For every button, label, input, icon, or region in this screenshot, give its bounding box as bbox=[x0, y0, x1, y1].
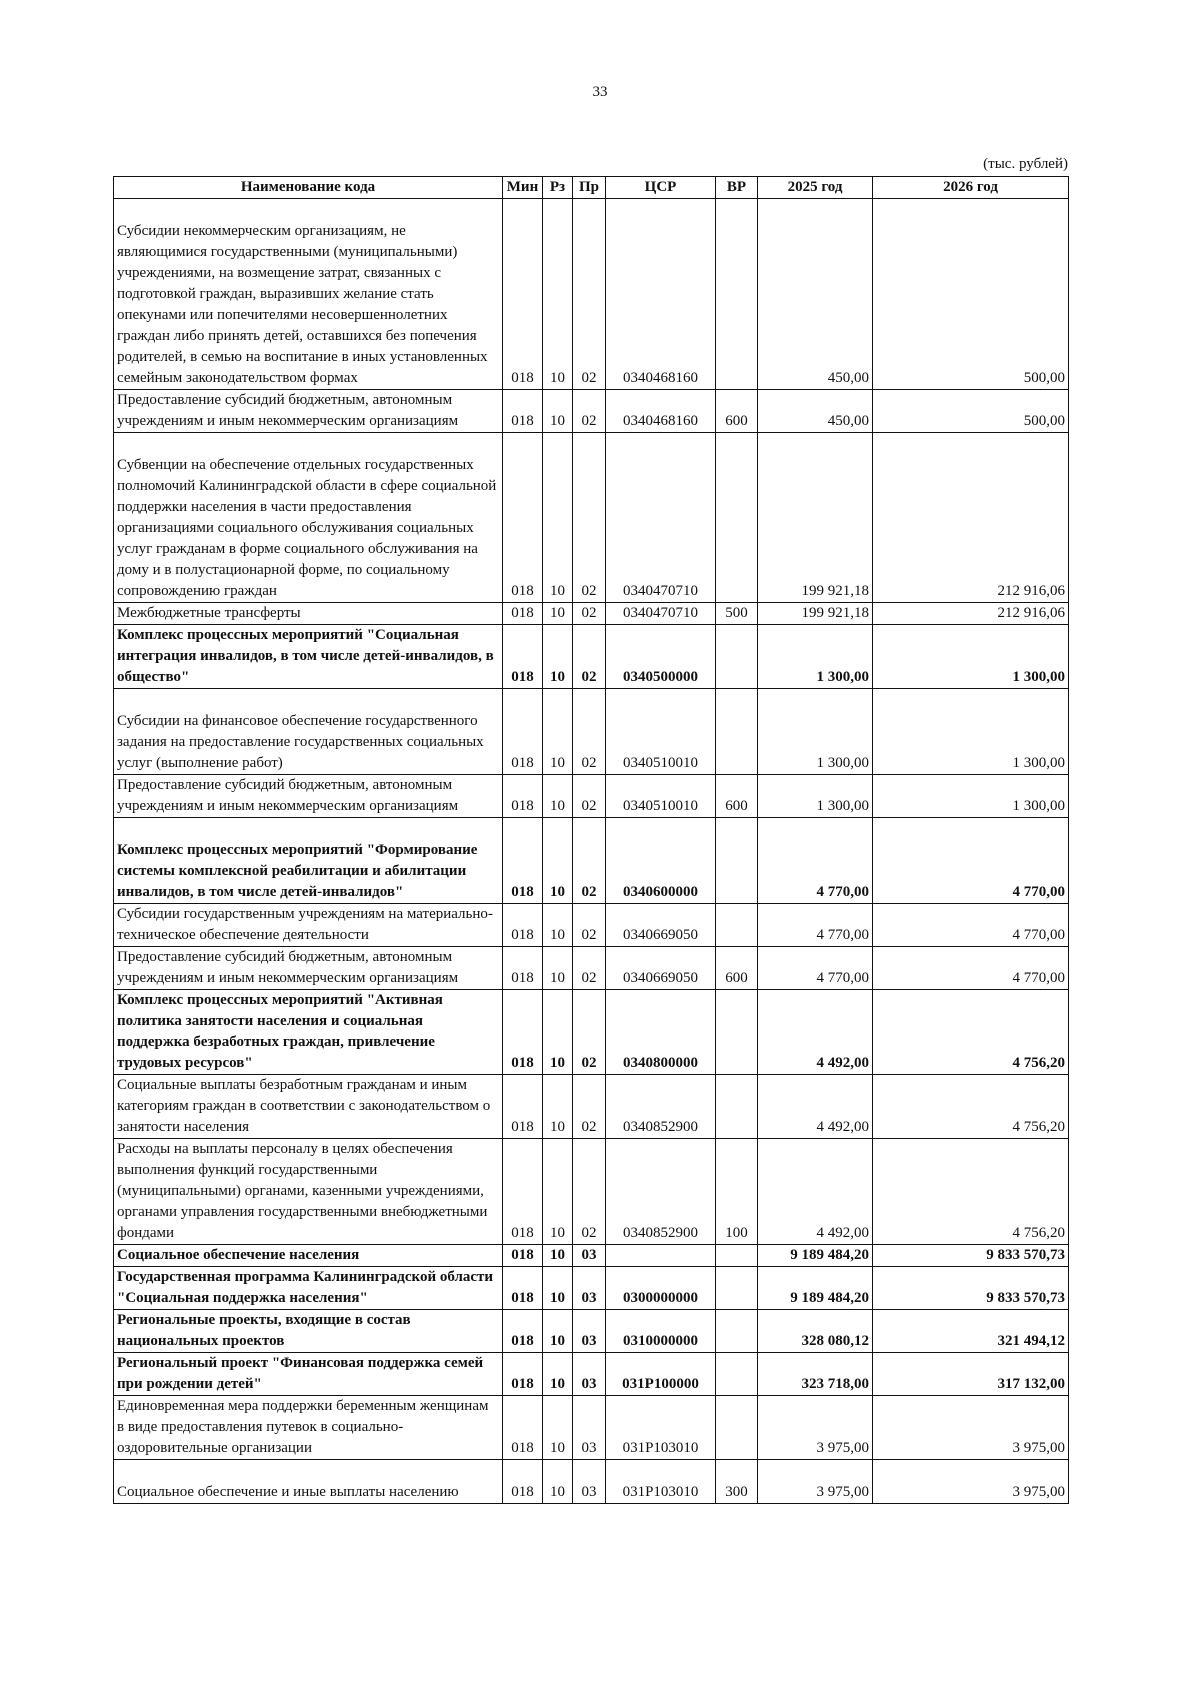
cell-2025: 450,00 bbox=[758, 199, 873, 390]
cell-rz: 10 bbox=[543, 1267, 573, 1310]
cell-csr: 0310000000 bbox=[606, 1310, 716, 1353]
page-number: 33 bbox=[592, 84, 608, 100]
cell-csr: 0340470710 bbox=[606, 603, 716, 625]
cell-2026: 3 975,00 bbox=[873, 1460, 1069, 1504]
header-2026: 2026 год bbox=[873, 177, 1069, 199]
cell-min: 018 bbox=[503, 1310, 543, 1353]
table-row bbox=[114, 1139, 1069, 1245]
cell-name: Региональный проект "Финансовая поддержка семей при рождении детей" bbox=[114, 1353, 503, 1396]
cell-rz: 10 bbox=[543, 990, 573, 1075]
cell-2025: 9 189 484,20 bbox=[758, 1267, 873, 1310]
header-2025: 2025 год bbox=[758, 177, 873, 199]
cell-2025: 1 300,00 bbox=[758, 775, 873, 818]
cell-vr bbox=[716, 1267, 758, 1310]
cell-vr bbox=[716, 625, 758, 689]
cell-rz: 10 bbox=[543, 1353, 573, 1396]
cell-2026: 500,00 bbox=[873, 199, 1069, 390]
cell-csr bbox=[606, 1245, 716, 1267]
cell-2025: 4 492,00 bbox=[758, 1139, 873, 1245]
cell-csr: 0340510010 bbox=[606, 689, 716, 775]
cell-name: Субвенции на обеспечение отдельных государственных полномочий Калининградской области в сфере социальной поддержки населения в части предоставления организациями социального обслуживания социальных услуг гражданам в форме социального обслуживания на дому и в полустационарной форме, по социальному сопровождению граждан bbox=[114, 433, 503, 603]
cell-rz: 10 bbox=[543, 947, 573, 990]
cell-pr: 02 bbox=[573, 625, 606, 689]
cell-vr bbox=[716, 433, 758, 603]
cell-2026: 212 916,06 bbox=[873, 603, 1069, 625]
cell-csr: 0340600000 bbox=[606, 818, 716, 904]
cell-name: Единовременная мера поддержки беременным женщинам в виде предоставления путевок в социально-оздоровительные организации bbox=[114, 1396, 503, 1460]
cell-2026: 4 770,00 bbox=[873, 818, 1069, 904]
cell-rz: 10 bbox=[543, 1075, 573, 1139]
cell-pr: 02 bbox=[573, 818, 606, 904]
cell-min: 018 bbox=[503, 689, 543, 775]
cell-vr bbox=[716, 990, 758, 1075]
cell-vr bbox=[716, 1310, 758, 1353]
header-csr: ЦСР bbox=[606, 177, 716, 199]
header-min: Мин bbox=[503, 177, 543, 199]
units-label: (тыс. рублей) bbox=[983, 156, 1068, 172]
cell-rz: 10 bbox=[543, 1245, 573, 1267]
table-row bbox=[114, 625, 1069, 689]
table-header-row bbox=[114, 177, 1069, 199]
cell-pr: 02 bbox=[573, 433, 606, 603]
cell-csr: 0340468160 bbox=[606, 199, 716, 390]
cell-name: Региональные проекты, входящие в состав национальных проектов bbox=[114, 1310, 503, 1353]
cell-min: 018 bbox=[503, 390, 543, 433]
cell-min: 018 bbox=[503, 775, 543, 818]
cell-name: Предоставление субсидий бюджетным, автономным учреждениям и иным некоммерческим организациям bbox=[114, 947, 503, 990]
cell-csr: 0340470710 bbox=[606, 433, 716, 603]
table-row bbox=[114, 1396, 1069, 1460]
table-row bbox=[114, 904, 1069, 947]
cell-vr bbox=[716, 1396, 758, 1460]
cell-vr bbox=[716, 818, 758, 904]
header-pr: Пр bbox=[573, 177, 606, 199]
cell-csr: 0340800000 bbox=[606, 990, 716, 1075]
cell-csr: 0300000000 bbox=[606, 1267, 716, 1310]
cell-name: Предоставление субсидий бюджетным, автономным учреждениям и иным некоммерческим организациям bbox=[114, 775, 503, 818]
cell-rz: 10 bbox=[543, 390, 573, 433]
cell-pr: 02 bbox=[573, 689, 606, 775]
cell-csr: 0340468160 bbox=[606, 390, 716, 433]
table-row bbox=[114, 775, 1069, 818]
table-body bbox=[114, 199, 1069, 1504]
cell-2026: 212 916,06 bbox=[873, 433, 1069, 603]
cell-2025: 3 975,00 bbox=[758, 1460, 873, 1504]
cell-rz: 10 bbox=[543, 775, 573, 818]
cell-rz: 10 bbox=[543, 904, 573, 947]
cell-2026: 1 300,00 bbox=[873, 775, 1069, 818]
cell-rz: 10 bbox=[543, 818, 573, 904]
cell-pr: 03 bbox=[573, 1353, 606, 1396]
cell-min: 018 bbox=[503, 1396, 543, 1460]
table-row bbox=[114, 1245, 1069, 1267]
cell-pr: 02 bbox=[573, 603, 606, 625]
cell-2025: 450,00 bbox=[758, 390, 873, 433]
cell-vr bbox=[716, 1353, 758, 1396]
cell-name: Расходы на выплаты персоналу в целях обеспечения выполнения функций государственными (муниципальными) органами, казенными учреждениями, органами управления государственными внебюджетными фондами bbox=[114, 1139, 503, 1245]
table-row bbox=[114, 1075, 1069, 1139]
cell-name: Субсидии на финансовое обеспечение государственного задания на предоставление государственных социальных услуг (выполнение работ) bbox=[114, 689, 503, 775]
cell-rz: 10 bbox=[543, 603, 573, 625]
cell-name: Социальные выплаты безработным гражданам и иным категориям граждан в соответствии с законодательством о занятости населения bbox=[114, 1075, 503, 1139]
cell-pr: 02 bbox=[573, 990, 606, 1075]
cell-rz: 10 bbox=[543, 1139, 573, 1245]
cell-pr: 02 bbox=[573, 199, 606, 390]
cell-vr: 500 bbox=[716, 603, 758, 625]
cell-2025: 4 492,00 bbox=[758, 1075, 873, 1139]
cell-vr bbox=[716, 1075, 758, 1139]
cell-2026: 4 756,20 bbox=[873, 1075, 1069, 1139]
cell-pr: 03 bbox=[573, 1310, 606, 1353]
cell-pr: 03 bbox=[573, 1245, 606, 1267]
cell-name: Государственная программа Калининградской области "Социальная поддержка населения" bbox=[114, 1267, 503, 1310]
cell-name: Предоставление субсидий бюджетным, автономным учреждениям и иным некоммерческим организациям bbox=[114, 390, 503, 433]
cell-2026: 4 756,20 bbox=[873, 1139, 1069, 1245]
cell-2026: 321 494,12 bbox=[873, 1310, 1069, 1353]
cell-pr: 02 bbox=[573, 775, 606, 818]
cell-pr: 02 bbox=[573, 1075, 606, 1139]
cell-2026: 4 770,00 bbox=[873, 904, 1069, 947]
table-row bbox=[114, 947, 1069, 990]
cell-csr: 031P103010 bbox=[606, 1396, 716, 1460]
cell-name: Субсидии некоммерческим организациям, не являющимися государственными (муниципальными) учреждениями, на возмещение затрат, связанных с подготовкой граждан, выразивших желание стать опекунами или попечителями несовершеннолетних граждан либо принять детей, оставшихся без попечения родителей, в семью на воспитание в иных установленных семейным законодательством формах bbox=[114, 199, 503, 390]
cell-min: 018 bbox=[503, 947, 543, 990]
cell-min: 018 bbox=[503, 1075, 543, 1139]
cell-rz: 10 bbox=[543, 689, 573, 775]
cell-csr: 0340852900 bbox=[606, 1075, 716, 1139]
cell-csr: 031P100000 bbox=[606, 1353, 716, 1396]
cell-2025: 3 975,00 bbox=[758, 1396, 873, 1460]
cell-min: 018 bbox=[503, 1460, 543, 1504]
cell-vr bbox=[716, 1245, 758, 1267]
cell-csr: 0340510010 bbox=[606, 775, 716, 818]
cell-min: 018 bbox=[503, 904, 543, 947]
cell-min: 018 bbox=[503, 990, 543, 1075]
cell-pr: 03 bbox=[573, 1267, 606, 1310]
cell-pr: 02 bbox=[573, 1139, 606, 1245]
cell-2025: 4 492,00 bbox=[758, 990, 873, 1075]
cell-2026: 4 770,00 bbox=[873, 947, 1069, 990]
table-row bbox=[114, 818, 1069, 904]
cell-name: Социальное обеспечение населения bbox=[114, 1245, 503, 1267]
cell-2025: 1 300,00 bbox=[758, 689, 873, 775]
cell-min: 018 bbox=[503, 818, 543, 904]
table-row bbox=[114, 1460, 1069, 1504]
cell-name: Комплекс процессных мероприятий "Социальная интеграция инвалидов, в том числе детей-инвалидов, в общество" bbox=[114, 625, 503, 689]
cell-csr: 031P103010 bbox=[606, 1460, 716, 1504]
cell-pr: 03 bbox=[573, 1396, 606, 1460]
cell-2025: 4 770,00 bbox=[758, 904, 873, 947]
cell-min: 018 bbox=[503, 1139, 543, 1245]
cell-rz: 10 bbox=[543, 1396, 573, 1460]
table-row bbox=[114, 390, 1069, 433]
cell-min: 018 bbox=[503, 1267, 543, 1310]
cell-vr: 100 bbox=[716, 1139, 758, 1245]
cell-min: 018 bbox=[503, 199, 543, 390]
cell-rz: 10 bbox=[543, 433, 573, 603]
cell-2026: 9 833 570,73 bbox=[873, 1245, 1069, 1267]
header-name: Наименование кода bbox=[114, 177, 503, 199]
cell-2025: 4 770,00 bbox=[758, 818, 873, 904]
cell-pr: 02 bbox=[573, 904, 606, 947]
cell-2026: 1 300,00 bbox=[873, 689, 1069, 775]
cell-2025: 199 921,18 bbox=[758, 603, 873, 625]
budget-table bbox=[113, 176, 1069, 1504]
cell-pr: 03 bbox=[573, 1460, 606, 1504]
cell-2026: 9 833 570,73 bbox=[873, 1267, 1069, 1310]
cell-rz: 10 bbox=[543, 1460, 573, 1504]
cell-vr: 600 bbox=[716, 390, 758, 433]
cell-2026: 4 756,20 bbox=[873, 990, 1069, 1075]
table-row bbox=[114, 1267, 1069, 1310]
cell-vr bbox=[716, 199, 758, 390]
table-row bbox=[114, 1353, 1069, 1396]
cell-rz: 10 bbox=[543, 1310, 573, 1353]
cell-2025: 199 921,18 bbox=[758, 433, 873, 603]
table-row bbox=[114, 990, 1069, 1075]
table-row bbox=[114, 603, 1069, 625]
cell-name: Социальное обеспечение и иные выплаты населению bbox=[114, 1460, 503, 1504]
cell-2025: 9 189 484,20 bbox=[758, 1245, 873, 1267]
cell-min: 018 bbox=[503, 625, 543, 689]
cell-min: 018 bbox=[503, 433, 543, 603]
cell-csr: 0340669050 bbox=[606, 947, 716, 990]
cell-vr bbox=[716, 689, 758, 775]
header-vr: ВР bbox=[716, 177, 758, 199]
cell-rz: 10 bbox=[543, 625, 573, 689]
cell-2026: 500,00 bbox=[873, 390, 1069, 433]
cell-csr: 0340669050 bbox=[606, 904, 716, 947]
cell-min: 018 bbox=[503, 1353, 543, 1396]
cell-pr: 02 bbox=[573, 947, 606, 990]
cell-vr: 600 bbox=[716, 947, 758, 990]
cell-min: 018 bbox=[503, 603, 543, 625]
table-row bbox=[114, 689, 1069, 775]
cell-2025: 1 300,00 bbox=[758, 625, 873, 689]
cell-2026: 317 132,00 bbox=[873, 1353, 1069, 1396]
header-rz: Рз bbox=[543, 177, 573, 199]
cell-name: Субсидии государственным учреждениям на материально-техническое обеспечение деятельности bbox=[114, 904, 503, 947]
cell-2025: 323 718,00 bbox=[758, 1353, 873, 1396]
cell-vr: 600 bbox=[716, 775, 758, 818]
cell-name: Комплекс процессных мероприятий "Формирование системы комплексной реабилитации и абилитации инвалидов, в том числе детей-инвалидов" bbox=[114, 818, 503, 904]
table-row bbox=[114, 433, 1069, 603]
cell-vr: 300 bbox=[716, 1460, 758, 1504]
cell-name: Межбюджетные трансферты bbox=[114, 603, 503, 625]
cell-name: Комплекс процессных мероприятий "Активная политика занятости населения и социальная поддержка безработных граждан, привлечение трудовых ресурсов" bbox=[114, 990, 503, 1075]
cell-2025: 328 080,12 bbox=[758, 1310, 873, 1353]
cell-rz: 10 bbox=[543, 199, 573, 390]
cell-2026: 1 300,00 bbox=[873, 625, 1069, 689]
cell-min: 018 bbox=[503, 1245, 543, 1267]
cell-vr bbox=[716, 904, 758, 947]
cell-2025: 4 770,00 bbox=[758, 947, 873, 990]
cell-csr: 0340500000 bbox=[606, 625, 716, 689]
cell-csr: 0340852900 bbox=[606, 1139, 716, 1245]
cell-2026: 3 975,00 bbox=[873, 1396, 1069, 1460]
table-row bbox=[114, 199, 1069, 390]
table-row bbox=[114, 1310, 1069, 1353]
cell-pr: 02 bbox=[573, 390, 606, 433]
